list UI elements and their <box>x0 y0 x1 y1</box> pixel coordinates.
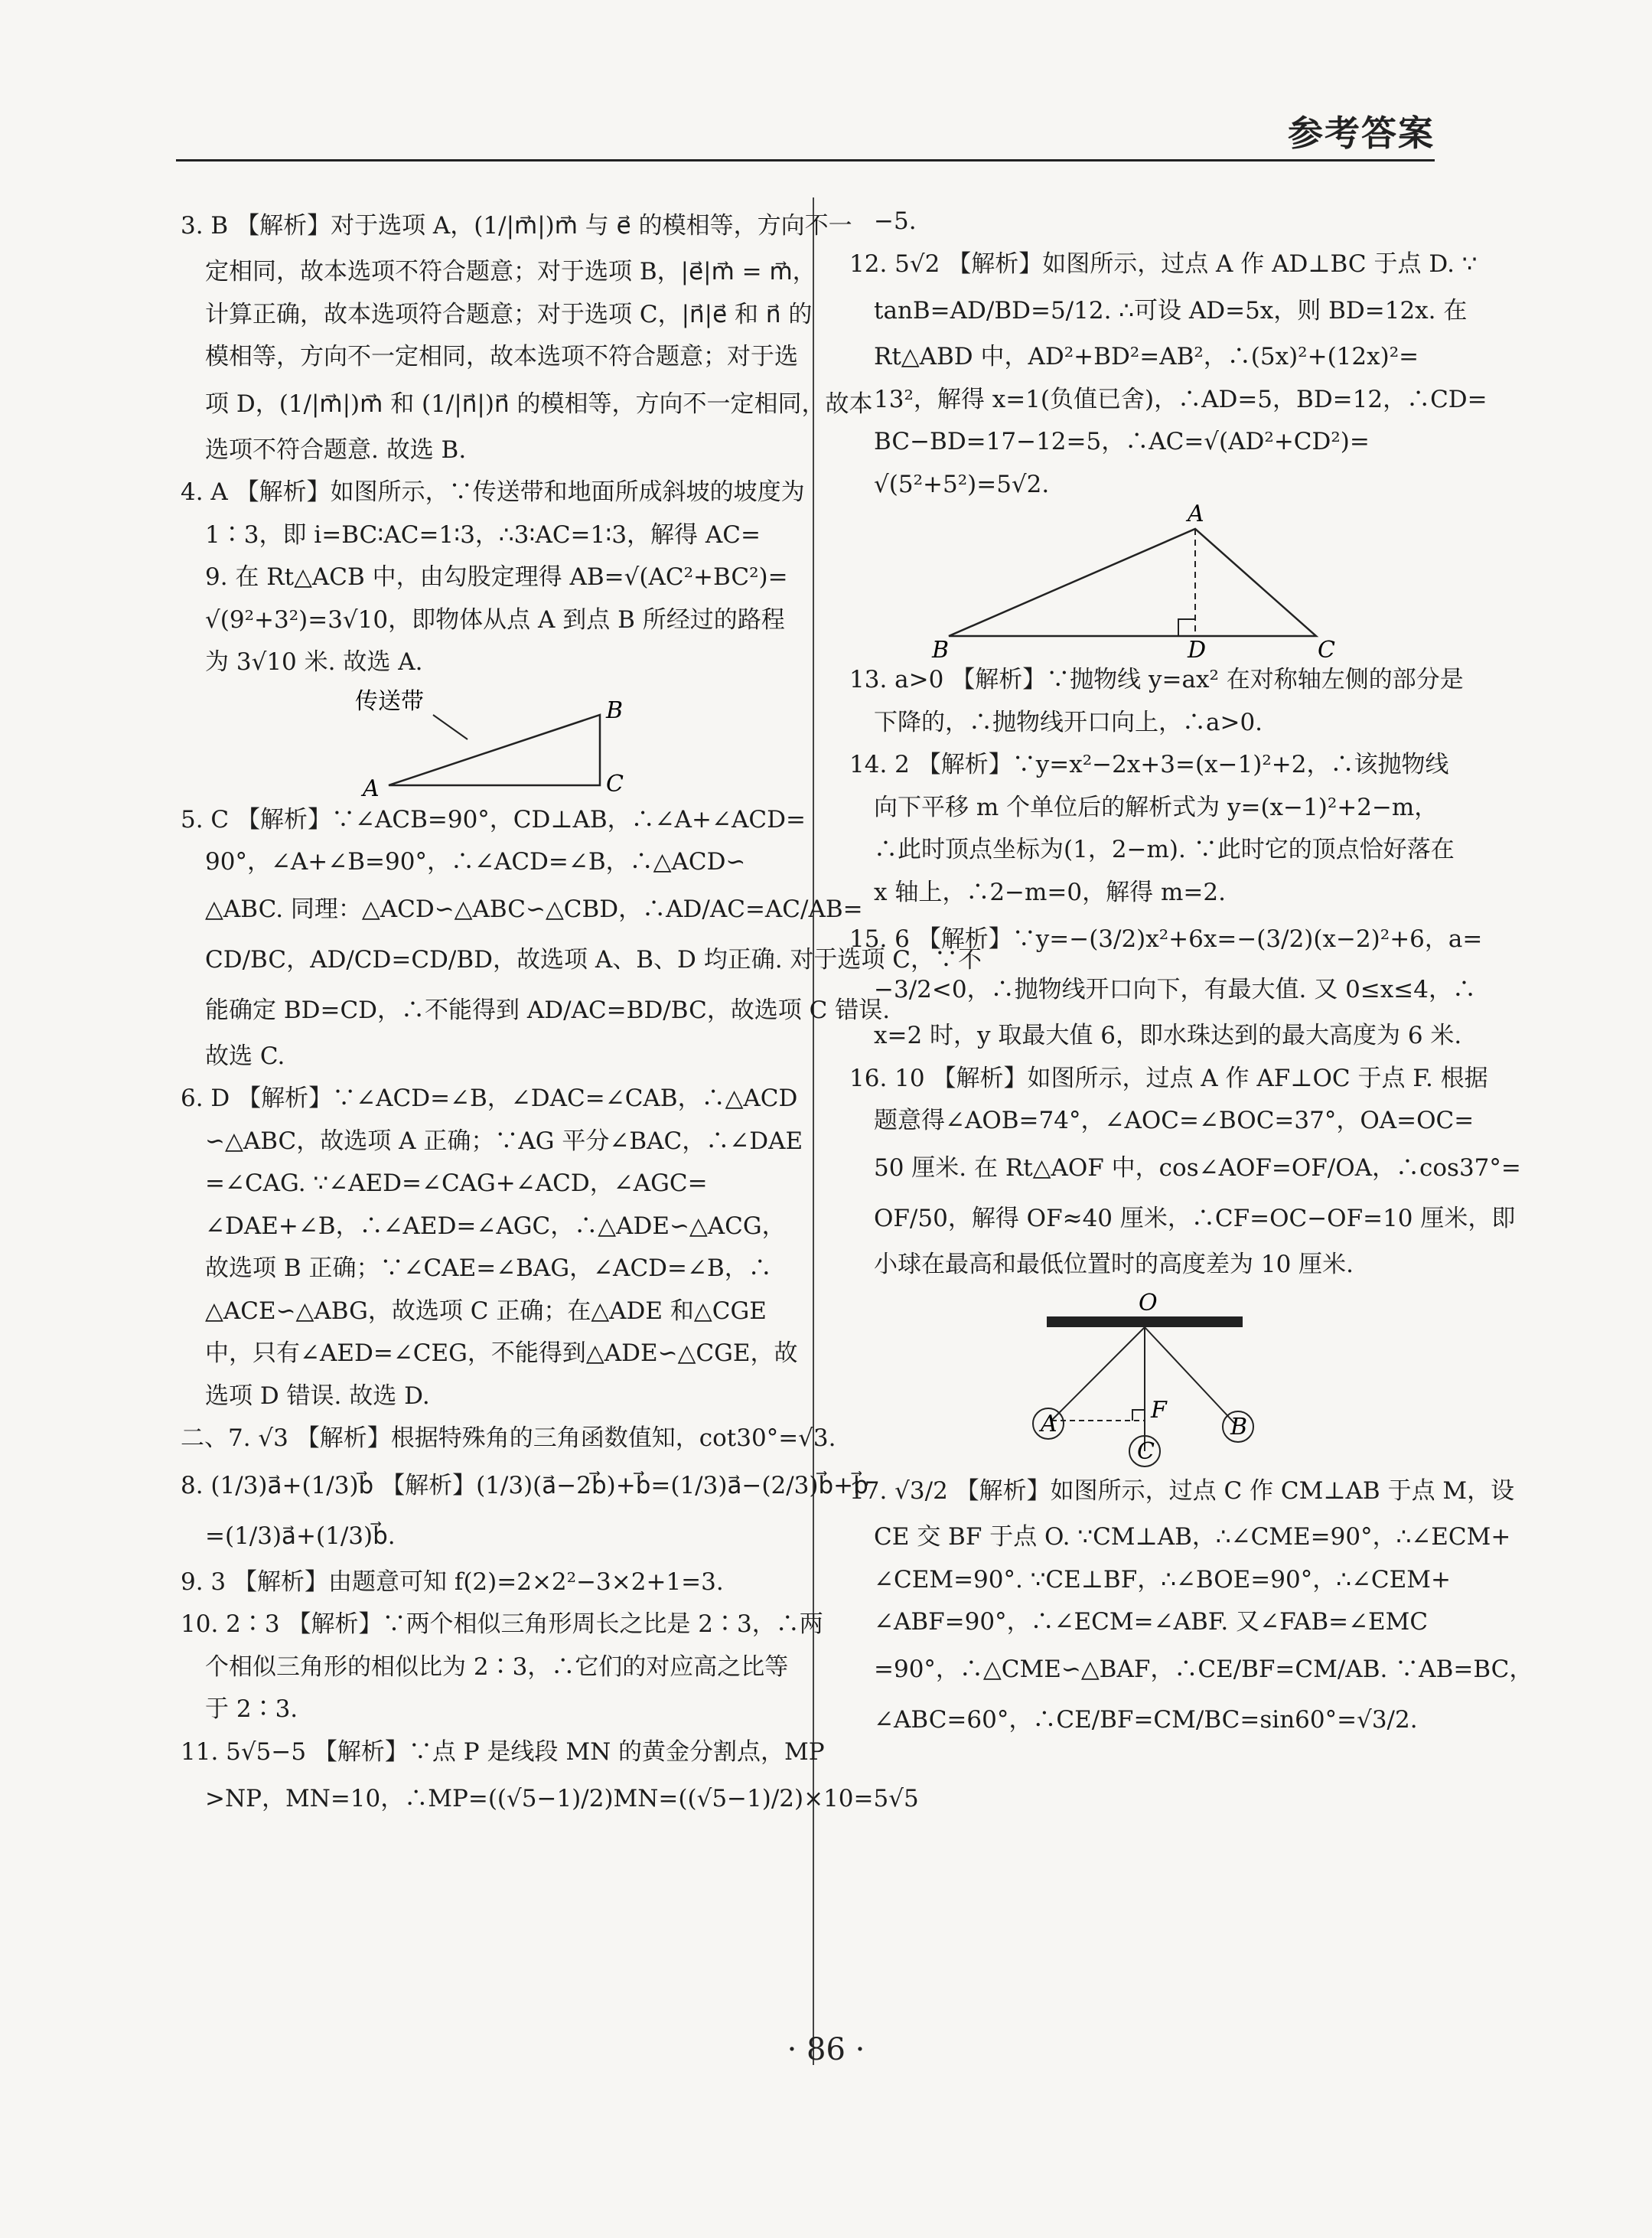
triangle-abc <box>949 529 1316 636</box>
label-a: A <box>1188 501 1204 527</box>
text-line: 二、7. √3 【解析】根据特殊角的三角函数值知，cot30°=√3. <box>181 1424 836 1452</box>
text-line: ∴此时顶点坐标为(1，2−m). ∵此时它的顶点恰好落在 <box>874 836 1455 863</box>
text-line: =∠CAG. ∵∠AED=∠CAG+∠ACD，∠AGC= <box>205 1170 708 1197</box>
text-line: OF/50，解得 OF≈40 厘米，∴CF=OC−OF=10 厘米，即 <box>874 1204 1516 1232</box>
text-line: 模相等，方向不一定相同，故本选项不符合题意；对于选 <box>205 343 798 370</box>
text-line: 50 厘米. 在 Rt△AOF 中，cos∠AOF=OF/OA，∴cos37°= <box>874 1153 1521 1182</box>
right-column <box>849 201 1533 1745</box>
text-line: 10. 2∶3 【解析】∵两个相似三角形周长之比是 2∶3，∴两 <box>181 1610 823 1638</box>
string-oa <box>1051 1327 1145 1421</box>
right-angle-mark <box>1178 619 1195 636</box>
header-rule <box>176 159 1435 161</box>
text-line: 8. (1/3)a⃗+(1/3)b⃗ 【解析】(1/3)(a⃗−2b⃗)+b⃗=(1/3)a⃗−(2/3)b⃗+b⃗ <box>181 1471 868 1499</box>
text-line: 小球在最高和最低位置时的高度差为 10 厘米. <box>874 1250 1354 1278</box>
text-line: 15. 6 【解析】∵y=−(3/2)x²+6x=−(3/2)(x−2)²+6，a= <box>849 925 1483 953</box>
text-line: 13. a>0 【解析】∵抛物线 y=ax² 在对称轴左侧的部分是 <box>849 666 1464 693</box>
text-line: x 轴上，∴2−m=0，解得 m=2. <box>874 878 1226 906</box>
text-line: 1∶3，即 i=BC∶AC=1∶3，∴3∶AC=1∶3，解得 AC= <box>205 520 761 549</box>
text-line: 故选 C. <box>205 1042 285 1070</box>
text-line: tanB=AD/BD=5/12. ∴可设 AD=5x，则 BD=12x. 在 <box>874 297 1468 325</box>
text-line: Rt△ABD 中，AD²+BD²=AB²，∴(5x)²+(12x)²= <box>874 343 1419 370</box>
text-line: 16. 10 【解析】如图所示，过点 A 作 AF⊥OC 于点 F. 根据 <box>849 1064 1488 1092</box>
label-b: B <box>1230 1414 1248 1440</box>
text-line: ∽△ABC，故选项 A 正确；∵AG 平分∠BAC，∴∠DAE <box>205 1127 803 1155</box>
figure-conveyor <box>181 684 797 802</box>
ceiling-bar <box>1047 1316 1243 1327</box>
text-line: 11. 5√5−5 【解析】∵点 P 是线段 MN 的黄金分割点，MP <box>181 1737 825 1766</box>
label-c: C <box>1318 637 1335 664</box>
text-line: CE 交 BF 于点 O. ∵CM⊥AB，∴∠CME=90°，∴∠ECM+ <box>874 1523 1511 1551</box>
text-line: ∠ABF=90°，∴∠ECM=∠ABF. 又∠FAB=∠EMC <box>874 1608 1429 1636</box>
text-line: √(9²+3²)=3√10，即物体从点 A 到点 B 所经过的路程 <box>205 605 785 634</box>
text-line: −3/2<0，∴抛物线开口向下，有最大值. 又 0≤x≤4，∴ <box>874 976 1477 1003</box>
text-line: 选项 D 错误. 故选 D. <box>205 1382 430 1410</box>
figure-pendulum <box>849 1286 1446 1466</box>
label-c: C <box>606 770 624 798</box>
text-line: 下降的，∴抛物线开口向上，∴a>0. <box>874 708 1263 736</box>
label-b: B <box>932 637 950 664</box>
text-line: 项 D，(1/|m⃗|)m⃗ 和 (1/|n⃗|)n⃗ 的模相等，方向不一定相同，故本 <box>205 390 873 418</box>
text-line: CD/BC，AD/CD=CD/BD，故选项 A、B、D 均正确. 对于选项 C，∵不 <box>205 945 982 974</box>
text-line: 定相同，故本选项不符合题意；对于选项 B，|e⃗|m⃗ = m⃗， <box>205 258 816 285</box>
caption-pointer <box>433 715 468 739</box>
text-line: △ABC. 同理：△ACD∽△ABC∽△CBD，∴AD/AC=AC/AB= <box>205 895 863 923</box>
label-a: A <box>363 775 380 802</box>
right-angle-mark <box>1132 1410 1145 1421</box>
text-line: >NP，MN=10，∴MP=((√5−1)/2)MN=((√5−1)/2)×10=5√5 <box>205 1785 919 1812</box>
triangle-diagram <box>849 501 1446 664</box>
label-c: C <box>1137 1438 1155 1465</box>
text-line: 13²，解得 x=1(负值已舍)，∴AD=5，BD=12，∴CD= <box>874 385 1487 413</box>
label-d: D <box>1188 637 1207 664</box>
text-line: 90°，∠A+∠B=90°，∴∠ACD=∠B，∴△ACD∽ <box>205 848 746 876</box>
label-b: B <box>606 697 624 724</box>
text-line: 能确定 BD=CD，∴不能得到 AD/AC=BD/BC，故选项 C 错误. <box>205 996 891 1024</box>
text-line: 向下平移 m 个单位后的解析式为 y=(x−1)²+2−m， <box>874 793 1439 821</box>
text-line: 5. C 【解析】∵∠ACB=90°，CD⊥AB，∴∠A+∠ACD= <box>181 805 806 834</box>
conveyor-caption: 传送带 <box>355 687 424 715</box>
text-line: 6. D 【解析】∵∠ACD=∠B，∠DAC=∠CAB，∴△ACD <box>181 1085 798 1112</box>
text-line: 个相似三角形的相似比为 2∶3，∴它们的对应高之比等 <box>205 1652 789 1681</box>
text-line: 故选项 B 正确；∵∠CAE=∠BAG，∠ACD=∠B，∴ <box>205 1254 772 1282</box>
label-a: A <box>1041 1411 1057 1437</box>
text-line: 4. A 【解析】如图所示，∵传送带和地面所成斜坡的坡度为 <box>181 478 805 506</box>
page-number: · 86 · <box>787 2032 865 2067</box>
text-line: x=2 时，y 取最大值 6，即水珠达到的最大高度为 6 米. <box>874 1022 1462 1049</box>
conveyor-diagram <box>181 684 797 802</box>
text-line: 选项不符合题意. 故选 B. <box>205 436 467 464</box>
label-o: O <box>1139 1290 1158 1316</box>
text-line: 9. 在 Rt△ACB 中，由勾股定理得 AB=√(AC²+BC²)= <box>205 563 788 591</box>
text-line: ∠ABC=60°，∴CE/BF=CM/BC=sin60°=√3/2. <box>874 1705 1418 1734</box>
text-line: √(5²+5²)=5√2. <box>874 470 1050 498</box>
text-line: BC−BD=17−12=5，∴AC=√(AD²+CD²)= <box>874 428 1370 455</box>
text-line: △ACE∽△ABG，故选项 C 正确；在△ADE 和△CGE <box>205 1297 767 1325</box>
text-line: −5. <box>874 207 917 235</box>
header-title: 参考答案 <box>1288 113 1435 154</box>
pendulum-diagram <box>849 1286 1446 1466</box>
text-line: 3. B 【解析】对于选项 A，(1/|m⃗|)m⃗ 与 e⃗ 的模相等，方向不一 <box>181 212 852 240</box>
text-line: 12. 5√2 【解析】如图所示，过点 A 作 AD⊥BC 于点 D. ∵ <box>849 250 1478 278</box>
text-line: =90°，∴△CME∽△BAF，∴CE/BF=CM/AB. ∵AB=BC， <box>874 1655 1533 1683</box>
text-line: 17. √3/2 【解析】如图所示，过点 C 作 CM⊥AB 于点 M，设 <box>849 1477 1515 1505</box>
text-line: ∠CEM=90°. ∵CE⊥BF，∴∠BOE=90°，∴∠CEM+ <box>874 1565 1451 1594</box>
figure-triangle-abc <box>849 501 1446 664</box>
label-f: F <box>1151 1397 1167 1424</box>
text-line: 为 3√10 米. 故选 A. <box>205 648 423 676</box>
text-line: 9. 3 【解析】由题意可知 f(2)=2×2²−3×2+1=3. <box>181 1568 724 1596</box>
text-line: =(1/3)a⃗+(1/3)b⃗. <box>205 1522 396 1550</box>
conveyor-triangle <box>389 715 600 785</box>
text-line: 于 2∶3. <box>205 1695 298 1723</box>
text-line: 中，只有∠AED=∠CEG，不能得到△ADE∽△CGE，故 <box>205 1339 798 1367</box>
text-line: 14. 2 【解析】∵y=x²−2x+3=(x−1)²+2，∴该抛物线 <box>849 751 1449 778</box>
text-line: ∠DAE+∠B，∴∠AED=∠AGC，∴△ADE∽△ACG， <box>205 1212 786 1240</box>
text-line: 题意得∠AOB=74°，∠AOC=∠BOC=37°，OA=OC= <box>874 1107 1474 1134</box>
text-line: 计算正确，故本选项符合题意；对于选项 C，|n⃗|e⃗ 和 n⃗ 的 <box>205 300 813 328</box>
